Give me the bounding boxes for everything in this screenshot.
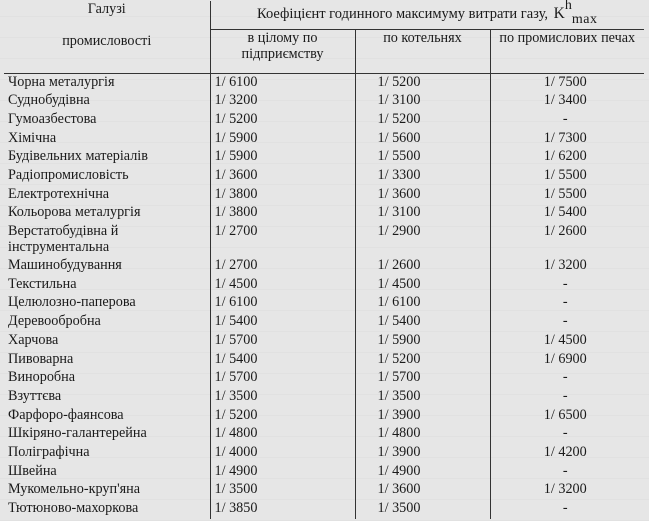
header-row-top xyxy=(4,1,644,30)
industry-name-cell: Шкіряно-галантерейна xyxy=(4,425,210,444)
boiler-coefficient-cell: 1/ 3100 xyxy=(355,204,490,223)
furnace-coefficient-cell: 1/ 4200 xyxy=(543,443,587,460)
industry-name-cell: Радіопромисловість xyxy=(4,167,210,186)
industry-name-cell: Верстатобудівна й інструментальна xyxy=(4,223,210,257)
furnace-coefficient-cell: - xyxy=(562,369,568,386)
subheader-furnaces: по промислових печах xyxy=(490,30,644,74)
total-coefficient-cell: 1/ 5200 xyxy=(210,407,355,426)
branch-header-line1: Галузі xyxy=(87,1,126,17)
furnace-coefficient-cell: - xyxy=(562,110,568,127)
total-coefficient-cell: 1/ 3800 xyxy=(210,204,355,223)
gas-coefficient-table xyxy=(4,1,644,519)
furnace-coefficient-cell: 1/ 6200 xyxy=(543,148,587,165)
industry-name-cell: Тютюново-махоркова xyxy=(4,500,210,519)
table-row xyxy=(4,388,644,407)
total-coefficient-cell: 1/ 3800 xyxy=(210,186,355,205)
industry-name-cell: Будівельних матеріалів xyxy=(4,148,210,167)
total-coefficient-cell: 1/ 2700 xyxy=(210,257,355,276)
industry-name-cell: Швейна xyxy=(4,463,210,482)
table-row xyxy=(4,425,644,444)
furnace-coefficient-cell: 1/ 3200 xyxy=(543,481,587,498)
furnace-coefficient-cell: - xyxy=(562,313,568,330)
table-row xyxy=(4,407,644,426)
total-coefficient-cell: 1/ 5400 xyxy=(210,313,355,332)
boiler-coefficient-cell: 1/ 5600 xyxy=(355,130,490,149)
industry-name-cell: Поліграфічна xyxy=(4,444,210,463)
total-coefficient-cell: 1/ 4500 xyxy=(210,276,355,295)
boiler-coefficient-cell: 1/ 5500 xyxy=(355,148,490,167)
boiler-coefficient-cell: 1/ 5400 xyxy=(355,313,490,332)
boiler-coefficient-cell: 1/ 3600 xyxy=(355,186,490,205)
total-coefficient-cell: 1/ 5200 xyxy=(210,111,355,130)
boiler-coefficient-cell: 1/ 3900 xyxy=(355,407,490,426)
coefficient-symbol: K xyxy=(553,4,565,22)
boiler-coefficient-cell: 1/ 2900 xyxy=(355,223,490,257)
subheader-total: в цілому по підприємству xyxy=(210,30,355,74)
table-row xyxy=(4,351,644,370)
table-row xyxy=(4,257,644,276)
total-coefficient-cell: 1/ 2700 xyxy=(210,223,355,257)
table-row xyxy=(4,294,644,313)
total-coefficient-cell: 1/ 3500 xyxy=(210,388,355,407)
table-row xyxy=(4,186,644,205)
boiler-coefficient-cell: 1/ 3600 xyxy=(355,481,490,500)
total-coefficient-cell: 1/ 5700 xyxy=(210,369,355,388)
furnace-coefficient-cell: 1/ 6900 xyxy=(543,350,587,367)
table-row xyxy=(4,500,644,519)
header-row-sub xyxy=(4,30,644,74)
furnace-coefficient-cell: 1/ 2600 xyxy=(543,223,587,240)
boiler-coefficient-cell: 1/ 3900 xyxy=(355,444,490,463)
table-row xyxy=(4,463,644,482)
branch-header-bottom xyxy=(4,30,210,74)
industry-name-cell: Машинобудування xyxy=(4,257,210,276)
industry-name-cell: Хімічна xyxy=(4,130,210,149)
industry-name-cell: Деревообробна xyxy=(4,313,210,332)
industry-name-cell: Електротехнічна xyxy=(4,186,210,205)
total-coefficient-cell: 1/ 3600 xyxy=(210,167,355,186)
total-coefficient-cell: 1/ 3200 xyxy=(210,92,355,111)
boiler-coefficient-cell: 1/ 6100 xyxy=(355,294,490,313)
industry-name-cell: Пивоварна xyxy=(4,351,210,370)
table-row xyxy=(4,481,644,500)
boiler-coefficient-cell: 1/ 3300 xyxy=(355,167,490,186)
industry-name-cell: Взуттєва xyxy=(4,388,210,407)
total-coefficient-cell: 1/ 4000 xyxy=(210,444,355,463)
boiler-coefficient-cell: 1/ 5700 xyxy=(355,369,490,388)
table-row xyxy=(4,111,644,130)
table-body xyxy=(4,73,644,519)
table-row xyxy=(4,130,644,149)
industry-name-cell: Гумоазбестова xyxy=(4,111,210,130)
boiler-coefficient-cell: 1/ 3100 xyxy=(355,92,490,111)
boiler-coefficient-cell: 1/ 5200 xyxy=(355,351,490,370)
table-row xyxy=(4,369,644,388)
furnace-coefficient-cell: - xyxy=(562,387,568,404)
boiler-coefficient-cell: 1/ 4900 xyxy=(355,463,490,482)
table-row xyxy=(4,313,644,332)
industry-name-cell: Целюлозно-паперова xyxy=(4,294,210,313)
boiler-coefficient-cell: 1/ 5200 xyxy=(355,73,490,92)
boiler-coefficient-cell: 1/ 3500 xyxy=(355,388,490,407)
table-row xyxy=(4,223,644,257)
total-coefficient-cell: 1/ 6100 xyxy=(210,73,355,92)
boiler-coefficient-cell: 1/ 4800 xyxy=(355,425,490,444)
total-coefficient-cell: 1/ 5400 xyxy=(210,351,355,370)
table-row xyxy=(4,167,644,186)
subheader-boilers: по котельнях xyxy=(355,30,490,74)
furnace-coefficient-cell: - xyxy=(562,275,568,292)
total-coefficient-cell: 1/ 5700 xyxy=(210,332,355,351)
industry-name-cell: Текстильна xyxy=(4,276,210,295)
table-row xyxy=(4,204,644,223)
furnace-coefficient-cell: 1/ 5500 xyxy=(543,185,587,202)
table-row xyxy=(4,92,644,111)
coefficient-title: Коефіцієнт годинного максимуму витрати газу, xyxy=(257,5,549,22)
table-row xyxy=(4,73,644,92)
industry-name-cell: Чорна металургія xyxy=(4,73,210,92)
furnace-coefficient-cell: - xyxy=(562,462,568,479)
furnace-coefficient-cell: - xyxy=(562,425,568,442)
industry-name-cell: Фарфоро-фаянсова xyxy=(4,407,210,426)
furnace-coefficient-cell: 1/ 4500 xyxy=(543,331,587,348)
boiler-coefficient-cell: 1/ 3500 xyxy=(355,500,490,519)
furnace-coefficient-cell: 1/ 7500 xyxy=(543,73,587,90)
total-coefficient-cell: 1/ 3500 xyxy=(210,481,355,500)
coefficient-header xyxy=(210,1,644,30)
furnace-coefficient-cell: 1/ 3200 xyxy=(543,257,587,274)
furnace-coefficient-cell: 1/ 5500 xyxy=(543,167,587,184)
total-coefficient-cell: 1/ 4900 xyxy=(210,463,355,482)
total-coefficient-cell: 1/ 6100 xyxy=(210,294,355,313)
furnace-coefficient-cell: 1/ 6500 xyxy=(543,406,587,423)
boiler-coefficient-cell: 1/ 5900 xyxy=(355,332,490,351)
furnace-coefficient-cell: 1/ 3400 xyxy=(543,92,587,109)
industry-name-cell: Мукомельно-круп'яна xyxy=(4,481,210,500)
total-coefficient-cell: 1/ 3850 xyxy=(210,500,355,519)
total-coefficient-cell: 1/ 5900 xyxy=(210,148,355,167)
table-row xyxy=(4,276,644,295)
industry-name-cell: Виноробна xyxy=(4,369,210,388)
total-coefficient-cell: 1/ 5900 xyxy=(210,130,355,149)
industry-name-cell: Суднобудівна xyxy=(4,92,210,111)
industry-name-cell: Кольорова металургія xyxy=(4,204,210,223)
furnace-coefficient-cell: - xyxy=(562,500,568,517)
total-coefficient-cell: 1/ 4800 xyxy=(210,425,355,444)
furnace-coefficient-cell: 1/ 5400 xyxy=(543,204,587,221)
table-row xyxy=(4,444,644,463)
boiler-coefficient-cell: 1/ 5200 xyxy=(355,111,490,130)
table-row xyxy=(4,332,644,351)
table-row xyxy=(4,148,644,167)
coefficient-superscript: h xyxy=(564,0,572,13)
furnace-coefficient-cell: 1/ 7300 xyxy=(543,129,587,146)
industry-name-cell: Харчова xyxy=(4,332,210,351)
branch-header-top xyxy=(4,1,210,30)
furnace-coefficient-cell: - xyxy=(562,294,568,311)
boiler-coefficient-cell: 1/ 2600 xyxy=(355,257,490,276)
coefficient-subscript: max xyxy=(571,11,598,27)
branch-header-line2: промисловості xyxy=(62,32,152,49)
boiler-coefficient-cell: 1/ 4500 xyxy=(355,276,490,295)
